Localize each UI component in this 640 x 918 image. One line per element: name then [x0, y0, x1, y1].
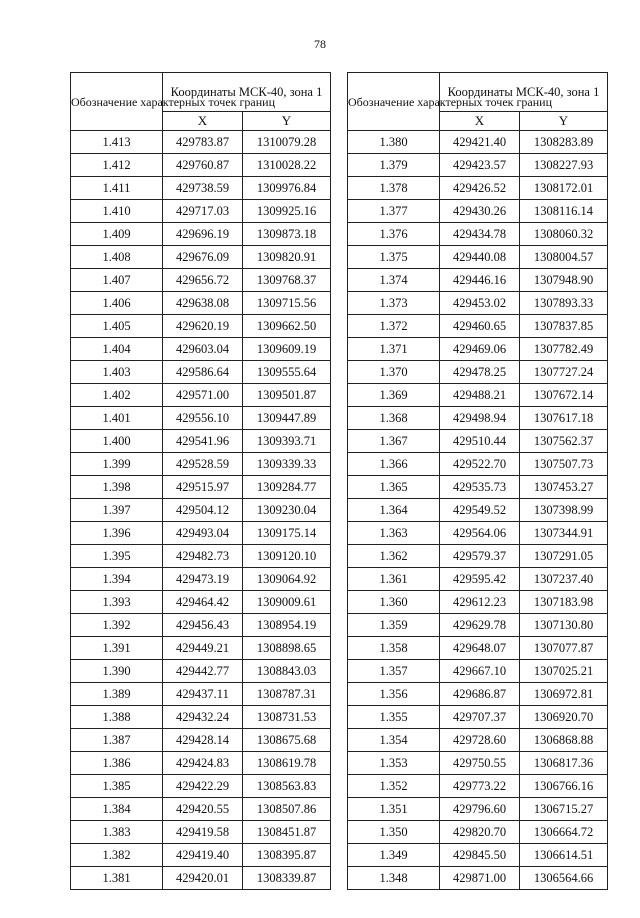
x-coordinate-cell: 429434.78 [440, 223, 520, 246]
point-label-cell: 1.350 [348, 821, 440, 844]
table-row [348, 844, 608, 867]
x-coordinate-cell: 429422.29 [163, 775, 243, 798]
y-coordinate-cell: 1309873.18 [243, 223, 331, 246]
y-coordinate-cell: 1307237.40 [520, 568, 608, 591]
y-coordinate-cell: 1308787.31 [243, 683, 331, 706]
table-row [348, 614, 608, 637]
y-coordinate-cell: 1307948.90 [520, 269, 608, 292]
x-coordinate-cell: 429426.52 [440, 177, 520, 200]
x-coordinate-cell: 429437.11 [163, 683, 243, 706]
table-row [71, 729, 331, 752]
y-coordinate-cell: 1308172.01 [520, 177, 608, 200]
x-coordinate-cell: 429493.04 [163, 522, 243, 545]
table-row [348, 453, 608, 476]
point-label-cell: 1.378 [348, 177, 440, 200]
y-coordinate-cell: 1309064.92 [243, 568, 331, 591]
table-row [348, 338, 608, 361]
point-label-cell: 1.353 [348, 752, 440, 775]
header-coordinate-system: Координаты МСК-40, зона 1 [163, 73, 331, 112]
table-row [348, 798, 608, 821]
x-coordinate-cell: 429717.03 [163, 200, 243, 223]
y-coordinate-cell: 1308675.68 [243, 729, 331, 752]
x-coordinate-cell: 429498.94 [440, 407, 520, 430]
table-row [348, 223, 608, 246]
table-row [348, 752, 608, 775]
table-row [348, 476, 608, 499]
y-coordinate-cell: 1308563.83 [243, 775, 331, 798]
x-coordinate-cell: 429478.25 [440, 361, 520, 384]
point-label-cell: 1.386 [71, 752, 163, 775]
table-row [348, 315, 608, 338]
table-row [71, 775, 331, 798]
y-coordinate-cell: 1308060.32 [520, 223, 608, 246]
y-coordinate-cell: 1308395.87 [243, 844, 331, 867]
table-row [71, 660, 331, 683]
table-row [348, 660, 608, 683]
point-label-cell: 1.372 [348, 315, 440, 338]
x-coordinate-cell: 429460.65 [440, 315, 520, 338]
y-coordinate-cell: 1309715.56 [243, 292, 331, 315]
x-coordinate-cell: 429629.78 [440, 614, 520, 637]
x-coordinate-cell: 429707.37 [440, 706, 520, 729]
x-coordinate-cell: 429541.96 [163, 430, 243, 453]
x-coordinate-cell: 429456.43 [163, 614, 243, 637]
point-label-cell: 1.370 [348, 361, 440, 384]
header-coordinate-system: Координаты МСК-40, зона 1 [440, 73, 608, 112]
table-row [71, 867, 331, 890]
header-y: Y [243, 112, 331, 131]
y-coordinate-cell: 1307453.27 [520, 476, 608, 499]
table-body-left [71, 131, 331, 890]
table-row [348, 729, 608, 752]
table-row [348, 499, 608, 522]
table-row [348, 154, 608, 177]
x-coordinate-cell: 429620.19 [163, 315, 243, 338]
x-coordinate-cell: 429469.06 [440, 338, 520, 361]
x-coordinate-cell: 429504.12 [163, 499, 243, 522]
table-row [71, 591, 331, 614]
point-label-cell: 1.381 [71, 867, 163, 890]
point-label-cell: 1.400 [71, 430, 163, 453]
y-coordinate-cell: 1309555.64 [243, 361, 331, 384]
table-row [71, 821, 331, 844]
x-coordinate-cell: 429453.02 [440, 292, 520, 315]
table-row [71, 200, 331, 223]
table-row [71, 844, 331, 867]
point-label-cell: 1.356 [348, 683, 440, 706]
x-coordinate-cell: 429586.64 [163, 361, 243, 384]
y-coordinate-cell: 1310079.28 [243, 131, 331, 154]
header-x: X [440, 112, 520, 131]
x-coordinate-cell: 429696.19 [163, 223, 243, 246]
x-coordinate-cell: 429773.22 [440, 775, 520, 798]
x-coordinate-cell: 429428.14 [163, 729, 243, 752]
x-coordinate-cell: 429535.73 [440, 476, 520, 499]
y-coordinate-cell: 1309925.16 [243, 200, 331, 223]
point-label-cell: 1.351 [348, 798, 440, 821]
y-coordinate-cell: 1309768.37 [243, 269, 331, 292]
point-label-cell: 1.383 [71, 821, 163, 844]
x-coordinate-cell: 429419.58 [163, 821, 243, 844]
x-coordinate-cell: 429420.01 [163, 867, 243, 890]
x-coordinate-cell: 429556.10 [163, 407, 243, 430]
y-coordinate-cell: 1307291.05 [520, 545, 608, 568]
y-coordinate-cell: 1309009.61 [243, 591, 331, 614]
x-coordinate-cell: 429612.23 [440, 591, 520, 614]
point-label-cell: 1.398 [71, 476, 163, 499]
y-coordinate-cell: 1307398.99 [520, 499, 608, 522]
x-coordinate-cell: 429820.70 [440, 821, 520, 844]
x-coordinate-cell: 429595.42 [440, 568, 520, 591]
y-coordinate-cell: 1308227.93 [520, 154, 608, 177]
point-label-cell: 1.384 [71, 798, 163, 821]
y-coordinate-cell: 1306715.27 [520, 798, 608, 821]
y-coordinate-cell: 1306664.72 [520, 821, 608, 844]
y-coordinate-cell: 1306972.81 [520, 683, 608, 706]
x-coordinate-cell: 429432.24 [163, 706, 243, 729]
x-coordinate-cell: 429603.04 [163, 338, 243, 361]
y-coordinate-cell: 1308507.86 [243, 798, 331, 821]
point-label-cell: 1.382 [71, 844, 163, 867]
y-coordinate-cell: 1309284.77 [243, 476, 331, 499]
y-coordinate-cell: 1309339.33 [243, 453, 331, 476]
table-row [348, 545, 608, 568]
y-coordinate-cell: 1308116.14 [520, 200, 608, 223]
table-row [71, 154, 331, 177]
y-coordinate-cell: 1307672.14 [520, 384, 608, 407]
y-coordinate-cell: 1309230.04 [243, 499, 331, 522]
table-row [348, 522, 608, 545]
point-label-cell: 1.411 [71, 177, 163, 200]
y-coordinate-cell: 1307837.85 [520, 315, 608, 338]
table-row [71, 568, 331, 591]
x-coordinate-cell: 429515.97 [163, 476, 243, 499]
point-label-cell: 1.392 [71, 614, 163, 637]
table-row [71, 798, 331, 821]
table-row [348, 867, 608, 890]
y-coordinate-cell: 1308339.87 [243, 867, 331, 890]
y-coordinate-cell: 1309609.19 [243, 338, 331, 361]
point-label-cell: 1.357 [348, 660, 440, 683]
y-coordinate-cell: 1307617.18 [520, 407, 608, 430]
y-coordinate-cell: 1307727.24 [520, 361, 608, 384]
point-label-cell: 1.364 [348, 499, 440, 522]
table-row [71, 499, 331, 522]
x-coordinate-cell: 429750.55 [440, 752, 520, 775]
point-label-cell: 1.410 [71, 200, 163, 223]
x-coordinate-cell: 429871.00 [440, 867, 520, 890]
y-coordinate-cell: 1309501.87 [243, 384, 331, 407]
table-row [71, 637, 331, 660]
point-label-cell: 1.401 [71, 407, 163, 430]
x-coordinate-cell: 429686.87 [440, 683, 520, 706]
x-coordinate-cell: 429638.08 [163, 292, 243, 315]
table-row [71, 315, 331, 338]
table-row [71, 361, 331, 384]
table-row [348, 361, 608, 384]
table-row [348, 131, 608, 154]
point-label-cell: 1.362 [348, 545, 440, 568]
point-label-cell: 1.403 [71, 361, 163, 384]
point-label-cell: 1.369 [348, 384, 440, 407]
x-coordinate-cell: 429440.08 [440, 246, 520, 269]
header-y: Y [520, 112, 608, 131]
y-coordinate-cell: 1308731.53 [243, 706, 331, 729]
x-coordinate-cell: 429796.60 [440, 798, 520, 821]
point-label-cell: 1.352 [348, 775, 440, 798]
y-coordinate-cell: 1307025.21 [520, 660, 608, 683]
x-coordinate-cell: 429488.21 [440, 384, 520, 407]
point-label-cell: 1.373 [348, 292, 440, 315]
y-coordinate-cell: 1307183.98 [520, 591, 608, 614]
table-row [348, 568, 608, 591]
table-row [348, 821, 608, 844]
x-coordinate-cell: 429579.37 [440, 545, 520, 568]
y-coordinate-cell: 1308898.65 [243, 637, 331, 660]
y-coordinate-cell: 1307344.91 [520, 522, 608, 545]
point-label-cell: 1.380 [348, 131, 440, 154]
point-label-cell: 1.399 [71, 453, 163, 476]
x-coordinate-cell: 429549.52 [440, 499, 520, 522]
y-coordinate-cell: 1307507.73 [520, 453, 608, 476]
table-row [348, 292, 608, 315]
x-coordinate-cell: 429522.70 [440, 453, 520, 476]
x-coordinate-cell: 429667.10 [440, 660, 520, 683]
point-label-cell: 1.409 [71, 223, 163, 246]
y-coordinate-cell: 1306564.66 [520, 867, 608, 890]
x-coordinate-cell: 429446.16 [440, 269, 520, 292]
y-coordinate-cell: 1308843.03 [243, 660, 331, 683]
x-coordinate-cell: 429420.55 [163, 798, 243, 821]
point-label-cell: 1.408 [71, 246, 163, 269]
table-row [348, 430, 608, 453]
point-label-cell: 1.405 [71, 315, 163, 338]
header-point-label: Обозначение характерных точек границ [348, 73, 440, 131]
table-row [348, 246, 608, 269]
point-label-cell: 1.404 [71, 338, 163, 361]
y-coordinate-cell: 1308283.89 [520, 131, 608, 154]
point-label-cell: 1.354 [348, 729, 440, 752]
x-coordinate-cell: 429424.83 [163, 752, 243, 775]
point-label-cell: 1.391 [71, 637, 163, 660]
table-row [71, 384, 331, 407]
x-coordinate-cell: 429728.60 [440, 729, 520, 752]
y-coordinate-cell: 1309447.89 [243, 407, 331, 430]
y-coordinate-cell: 1309976.84 [243, 177, 331, 200]
y-coordinate-cell: 1307130.80 [520, 614, 608, 637]
table-row [348, 407, 608, 430]
y-coordinate-cell: 1306766.16 [520, 775, 608, 798]
y-coordinate-cell: 1306614.51 [520, 844, 608, 867]
point-label-cell: 1.349 [348, 844, 440, 867]
x-coordinate-cell: 429528.59 [163, 453, 243, 476]
point-label-cell: 1.389 [71, 683, 163, 706]
table-row [71, 614, 331, 637]
point-label-cell: 1.393 [71, 591, 163, 614]
point-label-cell: 1.358 [348, 637, 440, 660]
point-label-cell: 1.394 [71, 568, 163, 591]
table-row [71, 545, 331, 568]
table-row [71, 269, 331, 292]
table-row [348, 706, 608, 729]
point-label-cell: 1.413 [71, 131, 163, 154]
table-row [71, 338, 331, 361]
table-row [71, 476, 331, 499]
y-coordinate-cell: 1309662.50 [243, 315, 331, 338]
point-label-cell: 1.363 [348, 522, 440, 545]
point-label-cell: 1.374 [348, 269, 440, 292]
table-row [71, 223, 331, 246]
point-label-cell: 1.360 [348, 591, 440, 614]
point-label-cell: 1.388 [71, 706, 163, 729]
x-coordinate-cell: 429419.40 [163, 844, 243, 867]
y-coordinate-cell: 1309393.71 [243, 430, 331, 453]
table-row [348, 177, 608, 200]
x-coordinate-cell: 429738.59 [163, 177, 243, 200]
y-coordinate-cell: 1308451.87 [243, 821, 331, 844]
x-coordinate-cell: 429482.73 [163, 545, 243, 568]
point-label-cell: 1.376 [348, 223, 440, 246]
table-row [348, 269, 608, 292]
y-coordinate-cell: 1309175.14 [243, 522, 331, 545]
table-row [348, 637, 608, 660]
table-row [348, 775, 608, 798]
table-body-right [348, 131, 608, 890]
table-row [71, 683, 331, 706]
y-coordinate-cell: 1307782.49 [520, 338, 608, 361]
y-coordinate-cell: 1306817.36 [520, 752, 608, 775]
x-coordinate-cell: 429760.87 [163, 154, 243, 177]
point-label-cell: 1.368 [348, 407, 440, 430]
point-label-cell: 1.365 [348, 476, 440, 499]
point-label-cell: 1.371 [348, 338, 440, 361]
point-label-cell: 1.412 [71, 154, 163, 177]
point-label-cell: 1.355 [348, 706, 440, 729]
point-label-cell: 1.366 [348, 453, 440, 476]
table-row [71, 522, 331, 545]
x-coordinate-cell: 429449.21 [163, 637, 243, 660]
x-coordinate-cell: 429571.00 [163, 384, 243, 407]
point-label-cell: 1.407 [71, 269, 163, 292]
point-label-cell: 1.390 [71, 660, 163, 683]
y-coordinate-cell: 1307077.87 [520, 637, 608, 660]
x-coordinate-cell: 429564.06 [440, 522, 520, 545]
table-row [348, 591, 608, 614]
x-coordinate-cell: 429423.57 [440, 154, 520, 177]
x-coordinate-cell: 429783.87 [163, 131, 243, 154]
x-coordinate-cell: 429473.19 [163, 568, 243, 591]
header-x: X [163, 112, 243, 131]
x-coordinate-cell: 429421.40 [440, 131, 520, 154]
x-coordinate-cell: 429845.50 [440, 844, 520, 867]
coordinates-table-left [70, 72, 331, 890]
coordinates-table-right [347, 72, 608, 890]
point-label-cell: 1.379 [348, 154, 440, 177]
x-coordinate-cell: 429510.44 [440, 430, 520, 453]
table-row [348, 384, 608, 407]
table-row [71, 246, 331, 269]
point-label-cell: 1.385 [71, 775, 163, 798]
x-coordinate-cell: 429430.26 [440, 200, 520, 223]
x-coordinate-cell: 429656.72 [163, 269, 243, 292]
table-row [71, 453, 331, 476]
table-row [348, 683, 608, 706]
point-label-cell: 1.402 [71, 384, 163, 407]
y-coordinate-cell: 1307893.33 [520, 292, 608, 315]
point-label-cell: 1.377 [348, 200, 440, 223]
y-coordinate-cell: 1309120.10 [243, 545, 331, 568]
table-row [71, 430, 331, 453]
y-coordinate-cell: 1308004.57 [520, 246, 608, 269]
table-row [348, 200, 608, 223]
point-label-cell: 1.375 [348, 246, 440, 269]
point-label-cell: 1.397 [71, 499, 163, 522]
y-coordinate-cell: 1306868.88 [520, 729, 608, 752]
page-number: 78 [314, 37, 326, 51]
y-coordinate-cell: 1308954.19 [243, 614, 331, 637]
table-row [71, 292, 331, 315]
header-point-label: Обозначение характерных точек границ [71, 73, 163, 131]
point-label-cell: 1.359 [348, 614, 440, 637]
y-coordinate-cell: 1306920.70 [520, 706, 608, 729]
point-label-cell: 1.396 [71, 522, 163, 545]
y-coordinate-cell: 1309820.91 [243, 246, 331, 269]
table-row [71, 177, 331, 200]
x-coordinate-cell: 429442.77 [163, 660, 243, 683]
table-row [71, 407, 331, 430]
x-coordinate-cell: 429464.42 [163, 591, 243, 614]
y-coordinate-cell: 1307562.37 [520, 430, 608, 453]
y-coordinate-cell: 1310028.22 [243, 154, 331, 177]
table-row [71, 752, 331, 775]
point-label-cell: 1.367 [348, 430, 440, 453]
x-coordinate-cell: 429676.09 [163, 246, 243, 269]
point-label-cell: 1.406 [71, 292, 163, 315]
y-coordinate-cell: 1308619.78 [243, 752, 331, 775]
point-label-cell: 1.387 [71, 729, 163, 752]
point-label-cell: 1.348 [348, 867, 440, 890]
point-label-cell: 1.361 [348, 568, 440, 591]
table-row [71, 706, 331, 729]
x-coordinate-cell: 429648.07 [440, 637, 520, 660]
table-row [71, 131, 331, 154]
point-label-cell: 1.395 [71, 545, 163, 568]
